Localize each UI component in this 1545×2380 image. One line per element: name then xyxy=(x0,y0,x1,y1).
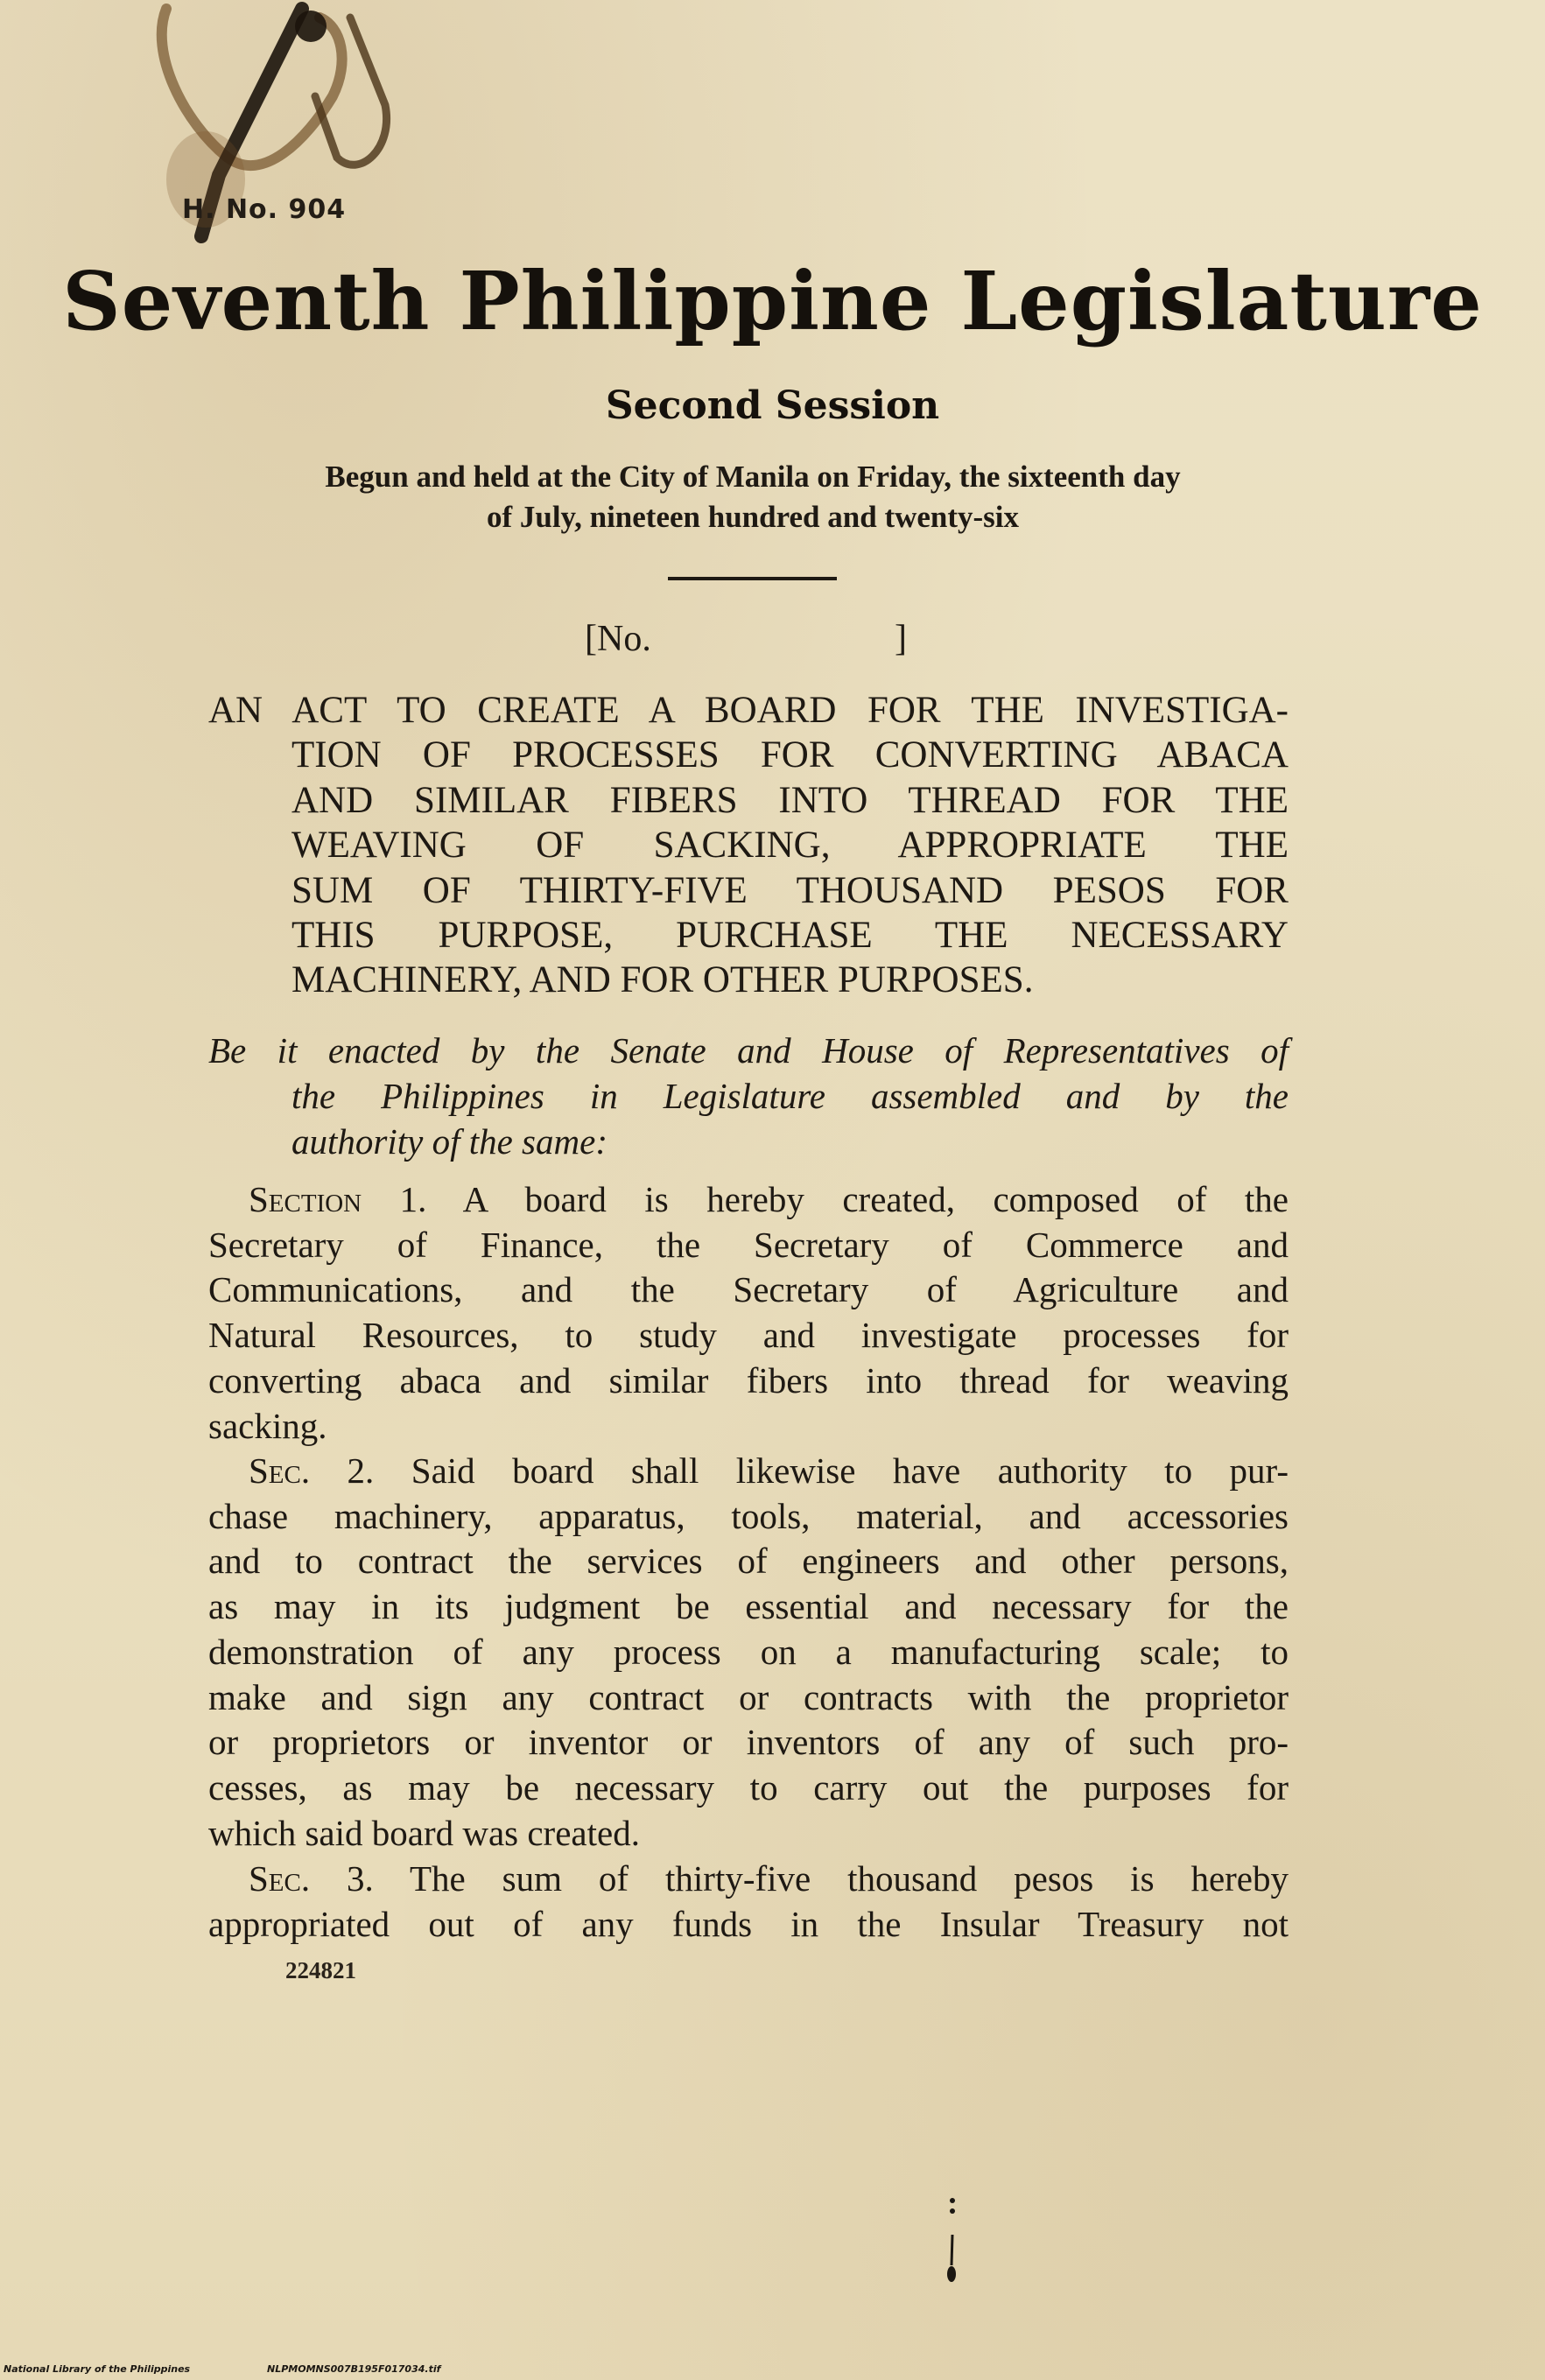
act-number-open: [No. xyxy=(585,619,651,659)
act-title-line: TION OF PROCESSES FOR CONVERTING ABACA xyxy=(291,734,1289,776)
section-1 xyxy=(208,1177,1289,1449)
session-dateline xyxy=(201,457,1304,537)
section-line xyxy=(208,1177,1289,1223)
section-line: sacking. xyxy=(208,1405,327,1446)
section-text: A board is hereby created, composed of the xyxy=(426,1179,1289,1219)
section-line: make and sign any contract or contracts with the proprietor xyxy=(208,1676,1289,1717)
act-title-line: AN ACT TO CREATE A BOARD FOR THE INVESTIGA- xyxy=(208,690,1289,731)
section-line: chase machinery, apparatus, tools, material, and accessories xyxy=(208,1495,1289,1536)
section-line: cesses, as may be necessary to carry out the purposes for xyxy=(208,1766,1289,1808)
section-line: or proprietors or inventor or inventors of any of such pro- xyxy=(208,1722,1289,1763)
section-line: converting abaca and similar fibers into thread for weaving xyxy=(208,1359,1289,1401)
legislature-title: Seventh Philippine Legislature xyxy=(62,254,1483,348)
scan-filename: NLPMOMNS007B195F017034.tif xyxy=(267,2363,441,2375)
dateline-line-2: of July, nineteen hundred and twenty-six xyxy=(486,500,1020,534)
divider-rule xyxy=(668,577,837,580)
act-title-line: AND SIMILAR FIBERS INTO THREAD FOR THE xyxy=(291,779,1289,821)
section-2 xyxy=(208,1449,1289,1856)
enacting-line: the Philippines in Legislature assembled and by the xyxy=(291,1076,1289,1116)
act-title xyxy=(208,688,1289,1003)
section-line: Natural Resources, to study and investigate processes for xyxy=(208,1315,1289,1356)
section-label: Section 1. xyxy=(249,1179,427,1219)
act-title-line: MACHINERY, AND FOR OTHER PURPOSES. xyxy=(291,959,1034,1001)
session-title: Second Session xyxy=(605,383,940,428)
section-3 xyxy=(208,1857,1289,1947)
section-line xyxy=(208,1449,1289,1494)
act-title-line: THIS PURPOSE, PURCHASE THE NECESSARY xyxy=(291,915,1289,957)
act-title-line: WEAVING OF SACKING, APPROPRIATE THE xyxy=(291,825,1289,867)
section-line: Secretary of Finance, the Secretary of Commerce and xyxy=(208,1224,1289,1265)
section-line: Communications, and the Secretary of Agriculture and xyxy=(208,1269,1289,1310)
section-line: demonstration of any process on a manufacturing scale; to xyxy=(208,1631,1289,1672)
section-label: Sec. 2. xyxy=(249,1450,375,1491)
section-text: Said board shall likewise have authority to pur- xyxy=(374,1450,1289,1491)
house-bill-number: H. No. 904 xyxy=(182,194,347,225)
section-line: which said board was created. xyxy=(208,1812,640,1853)
section-text: The sum of thirty-five thousand pesos is hereby xyxy=(373,1858,1289,1899)
ink-mark xyxy=(944,2195,961,2286)
section-line: and to contract the services of engineers and other persons, xyxy=(208,1541,1289,1582)
dateline-line-1: Begun and held at the City of Manila on Friday, the sixteenth day xyxy=(325,460,1181,494)
library-credit: National Library of the Philippines xyxy=(4,2363,191,2375)
act-number-close: ] xyxy=(895,619,907,659)
section-line: appropriated out of any funds in the Insular Treasury not xyxy=(208,1903,1289,1944)
section-label: Sec. 3. xyxy=(249,1858,374,1899)
act-title-line: SUM OF THIRTY-FIVE THOUSAND PESOS FOR xyxy=(291,869,1289,911)
enacting-line: authority of the same: xyxy=(291,1121,607,1162)
enacting-clause xyxy=(208,1028,1289,1164)
scan-footer xyxy=(0,2360,1545,2380)
print-number: 224821 xyxy=(285,1957,356,1983)
section-line: as may in its judgment be essential and necessary for the xyxy=(208,1586,1289,1627)
enacting-line: Be it enacted by the Senate and House of Representatives of xyxy=(208,1030,1289,1071)
section-line xyxy=(208,1857,1289,1902)
